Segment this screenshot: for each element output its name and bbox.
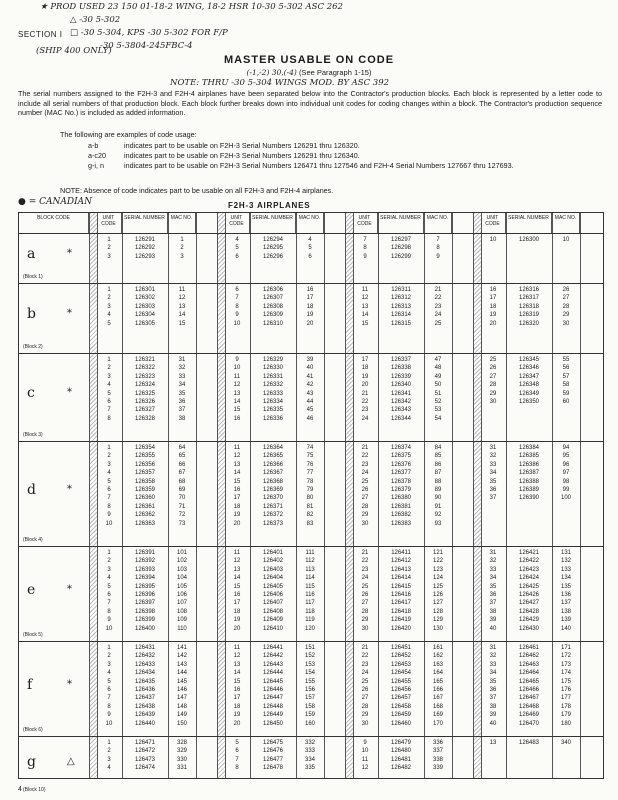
serial-number-cell: 126306 126307 126308 126309 126310 (262, 287, 284, 327)
unit-code-cell: 10 (489, 237, 497, 243)
mac-no-cell: 161 162 163 164 165 166 167 168 169 170 (432, 645, 443, 727)
unit-code-cell: 9 10 11 12 13 14 15 16 (233, 357, 241, 422)
serial-number-cell: 126297 126298 126299 (390, 237, 412, 260)
block-mark: * (67, 583, 72, 595)
example-code: a-c20 (88, 151, 106, 160)
unit-code-cell: 1 2 3 4 5 6 7 8 9 10 (105, 550, 113, 632)
mac-no-cell: 131 132 133 134 135 136 137 138 139 140 (560, 550, 571, 632)
block-label: (Block 5) (23, 632, 43, 638)
serial-number-cell: 126364 126365 126366 126367 126368 126369 126370 126371 126372 126373 (262, 445, 284, 527)
intro-paragraph: The serial numbers assigned to the F2H-3 and F2H-4 airplanes have been separated below into the Contractor's production blocks. Each block is represented by a letter code to include all serial numbers of that production block. Each block further breaks down into individual unit codes for coding changes within a block. The Contractor's production sequence number (MAC No.) is included as added information. (18, 89, 602, 118)
example-text: indicates part to be usable on F2H-3 Serial Numbers 126291 thru 126340. (124, 151, 360, 160)
mac-no-cell: 340 (560, 740, 571, 746)
mac-no-cell: 1 2 3 (180, 237, 184, 260)
block-letter: g (27, 754, 36, 770)
mac-no-cell: 121 122 123 124 125 126 127 128 129 130 (432, 550, 443, 632)
serial-number-cell: 126294 126295 126296 (262, 237, 284, 260)
block-label: (Block 1) (23, 274, 43, 280)
header-block-code: BLOCK CODE (19, 213, 89, 233)
block-letter: a (27, 246, 36, 262)
serial-number-cell: 126479 126480 126481 126482 (390, 740, 412, 772)
mac-no-cell: 151 152 153 154 155 156 157 158 159 160 (304, 645, 315, 727)
serial-number-cell: 126337 126338 126339 126340 126341 126342 126343 126344 (390, 357, 412, 422)
unit-code-cell: 4 5 6 (235, 237, 239, 260)
header-unit-code: UNIT CODE (96, 213, 122, 233)
serial-number-cell: 126471 126472 126473 126474 (134, 740, 156, 772)
block-letter: b (27, 306, 36, 322)
example-3 (88, 161, 602, 171)
table-block-d (19, 441, 603, 546)
header-unit-code: UNIT CODE (480, 213, 506, 233)
mac-no-cell: 26 27 28 29 30 (562, 287, 570, 327)
handwritten-note-line5: (SHIP 400 ONLY) (36, 46, 112, 56)
mac-no-cell: 11 12 13 14 15 (178, 287, 186, 327)
serial-number-cell: 126421 126422 126423 126424 126425 126426 126427 126428 126429 126430 (518, 550, 540, 632)
unit-code-cell: 5 6 7 8 (235, 740, 239, 772)
serial-number-cell: 126384 126385 126386 126387 126388 126389 126390 (518, 445, 540, 502)
unit-code-cell: 1 2 3 4 5 6 7 8 (107, 357, 111, 422)
mac-no-cell: 16 17 18 19 20 (306, 287, 314, 327)
serial-number-cell: 126291 126292 126293 (134, 237, 156, 260)
serial-number-cell: 126483 (518, 740, 540, 746)
unit-code-cell: 1 2 3 4 5 6 7 8 9 10 (105, 445, 113, 527)
table-block-b (19, 283, 603, 353)
mac-no-cell: 55 56 57 58 59 60 (562, 357, 570, 406)
unit-code-cell: 31 32 33 34 35 36 37 (489, 445, 497, 502)
unit-code-cell: 11 12 13 14 15 16 17 18 19 20 (233, 445, 241, 527)
unit-code-cell: 31 32 33 34 35 36 37 38 39 40 (489, 550, 497, 632)
unit-code-cell: 1 2 3 4 5 6 7 8 9 10 (105, 645, 113, 727)
header-serial-number: SERIAL NUMBER (506, 213, 552, 233)
unit-code-cell: 11 12 13 14 15 (361, 287, 369, 327)
unit-code-cell: 25 26 27 28 29 30 (489, 357, 497, 406)
example-code: g-i, n (88, 161, 104, 170)
header-serial-number: SERIAL NUMBER (378, 213, 424, 233)
serial-number-cell: 126300 (518, 237, 540, 243)
table-title: F2H-3 AIRPLANES (228, 201, 311, 210)
block-letter: f (27, 676, 33, 693)
unit-code-cell: 17 18 19 20 21 22 23 24 (361, 357, 369, 422)
table-block-g (19, 736, 603, 796)
unit-code-cell: 7 8 9 (363, 237, 367, 260)
header-mac-no: MAC NO. (552, 213, 580, 233)
block-letter: d (27, 481, 36, 498)
serial-number-cell: 126311 126312 126313 126314 126315 (390, 287, 412, 327)
header-mac-no: MAC NO. (424, 213, 452, 233)
mac-no-cell: 74 75 76 77 78 79 80 81 82 83 (306, 445, 314, 527)
serial-number-cell: 126391 126392 126393 126394 126395 126396 126397 126398 126399 126400 (134, 550, 156, 632)
unit-code-cell: 9 10 11 12 (361, 740, 369, 772)
serial-number-cell: 126441 126442 126443 126444 126445 126446 126447 126448 126449 126450 (262, 645, 284, 727)
unit-code-cell: 31 32 33 34 35 36 37 38 39 40 (489, 645, 497, 727)
usable-on-code-table (18, 212, 604, 793)
serial-number-cell: 126451 126452 126453 126454 126455 126456 126457 126458 126459 126460 (390, 645, 412, 727)
serial-number-cell: 126374 126375 126376 126377 126378 126379 126380 126381 126382 126383 (390, 445, 412, 527)
mac-no-cell: 4 5 6 (308, 237, 312, 260)
header-serial-number: SERIAL NUMBER (122, 213, 168, 233)
page-number: 4 (18, 786, 22, 793)
block-label: (Block 10) (23, 787, 46, 793)
subtitle-insert: (-1,-2) 30,(-4) (246, 68, 297, 77)
handwritten-note-under-title: NOTE: THRU -30 5-304 WINGS MOD. BY ASC 392 (170, 78, 390, 88)
block-mark: * (67, 248, 72, 259)
example-text: indicates part to be usable on F2H-3 Serial Numbers 126471 thru 127546 and F2H-4 Serial Numbers 127667 thru 127693. (124, 161, 514, 170)
example-1 (88, 141, 360, 151)
mac-no-cell: 328 329 330 331 (176, 740, 187, 772)
mac-no-cell: 21 22 23 24 25 (434, 287, 442, 327)
block-letter: e (27, 581, 36, 598)
example-2 (88, 151, 360, 161)
mac-no-cell: 171 172 173 174 175 176 177 178 179 180 (560, 645, 571, 727)
serial-number-cell: 126345 126346 126347 126348 126349 126350 (518, 357, 540, 406)
block-letter: c (27, 385, 35, 401)
block-label: (Block 3) (23, 432, 43, 438)
serial-number-cell: 126354 126355 126356 126357 126358 126359 126360 126361 126362 126363 (134, 445, 156, 527)
absence-note: NOTE: Absence of code indicates part to be usable on all F2H-3 and F2H-4 airplanes. (60, 186, 334, 195)
page-subtitle (0, 68, 618, 77)
handwritten-note-line3: □ -30 5-304, KPS -30 5-302 FOR F/P (70, 28, 228, 38)
mac-no-cell: 64 65 66 67 68 69 70 71 72 73 (178, 445, 186, 527)
subtitle-text: (See Paragraph 1-15) (298, 68, 372, 77)
serial-number-cell: 126329 126330 126331 126332 126333 126334 126335 126336 (262, 357, 284, 422)
examples-intro: The following are examples of code usage: (60, 130, 197, 139)
mac-no-cell: 31 32 33 34 35 36 37 38 (178, 357, 186, 422)
unit-code-cell: 6 7 8 9 10 (233, 287, 241, 327)
mac-no-cell: 141 142 143 144 145 146 147 148 149 150 (176, 645, 187, 727)
table-block-e (19, 546, 603, 641)
handwritten-note-line4: -30 5-3804-245FBC-4 (100, 41, 193, 51)
block-mark: * (67, 678, 72, 690)
serial-number-cell: 126411 126412 126413 126414 126415 126416 126417 126418 126419 126420 (390, 550, 412, 632)
page-title: MASTER USABLE ON CODE (223, 54, 395, 66)
unit-code-cell: 1 2 3 (107, 237, 111, 260)
mac-no-cell: 10 (562, 237, 570, 243)
unit-code-cell: 16 17 18 19 20 (489, 287, 497, 327)
header-serial-number: SERIAL NUMBER (250, 213, 296, 233)
example-text: indicates part to be usable on F2H-3 Serial Numbers 126291 thru 126320. (124, 141, 360, 150)
table-block-c (19, 353, 603, 441)
header-unit-code: UNIT CODE (224, 213, 250, 233)
serial-number-cell: 126301 126302 126303 126304 126305 (134, 287, 156, 327)
section-label: SECTION I (18, 30, 63, 39)
mac-no-cell: 7 8 9 (436, 237, 440, 260)
canadian-legend: ● = CANADIAN (18, 197, 93, 207)
mac-no-cell: 336 337 338 339 (432, 740, 443, 772)
mac-no-cell: 94 95 96 97 98 99 100 (560, 445, 571, 502)
handwritten-note-line1: ★ PROD USED 23 150 01-18-2 WING, 18-2 HSR 10-30 5-302 ASC 262 (40, 2, 343, 12)
serial-number-cell: 126316 126317 126318 126319 126320 (518, 287, 540, 327)
header-unit-code: UNIT CODE (352, 213, 378, 233)
mac-no-cell: 47 48 49 50 51 52 53 54 (434, 357, 442, 422)
serial-number-cell: 126431 126432 126433 126434 126435 126436 126437 126438 126439 126440 (134, 645, 156, 727)
header-mac-no: MAC NO. (168, 213, 196, 233)
serial-number-cell: 126475 126476 126477 126478 (262, 740, 284, 772)
mac-no-cell: 332 333 334 335 (304, 740, 315, 772)
handwritten-note-line2: △ -30 5-302 (70, 15, 121, 25)
block-label: (Block 4) (23, 537, 43, 543)
block-mark: * (67, 483, 72, 495)
mac-no-cell: 84 85 86 87 88 89 90 91 92 93 (434, 445, 442, 527)
example-code: a-b (88, 141, 99, 150)
table-block-f (19, 641, 603, 736)
mac-no-cell: 39 40 41 42 43 44 45 46 (306, 357, 314, 422)
unit-code-cell: 21 22 23 24 25 26 27 28 29 30 (361, 645, 369, 727)
block-mark: * (67, 308, 72, 319)
unit-code-cell: 1 2 3 4 5 (107, 287, 111, 327)
unit-code-cell: 21 22 23 24 25 26 27 28 29 30 (361, 550, 369, 632)
block-mark: △ (67, 756, 75, 767)
unit-code-cell: 1 2 3 4 (107, 740, 111, 772)
mac-no-cell: 101 102 103 104 105 106 107 108 109 110 (176, 550, 187, 632)
block-mark: * (67, 387, 72, 398)
unit-code-cell: 21 22 23 24 25 26 27 28 29 30 (361, 445, 369, 527)
unit-code-cell: 11 12 13 14 15 16 17 18 19 20 (233, 645, 241, 727)
mac-no-cell: 111 112 113 114 115 116 117 118 119 120 (304, 550, 315, 632)
serial-number-cell: 126321 126322 126323 126324 126325 126326 126327 126328 (134, 357, 156, 422)
block-label: (Block 6) (23, 727, 43, 733)
unit-code-cell: 13 (489, 740, 497, 746)
table-block-a (19, 233, 603, 283)
serial-number-cell: 126461 126462 126463 126464 126465 126466 126467 126468 126469 126470 (518, 645, 540, 727)
header-mac-no: MAC NO. (296, 213, 324, 233)
unit-code-cell: 11 12 13 14 15 16 17 18 19 20 (233, 550, 241, 632)
block-label: (Block 2) (23, 344, 43, 350)
serial-number-cell: 126401 126402 126403 126404 126405 126406 126407 126408 126409 126410 (262, 550, 284, 632)
